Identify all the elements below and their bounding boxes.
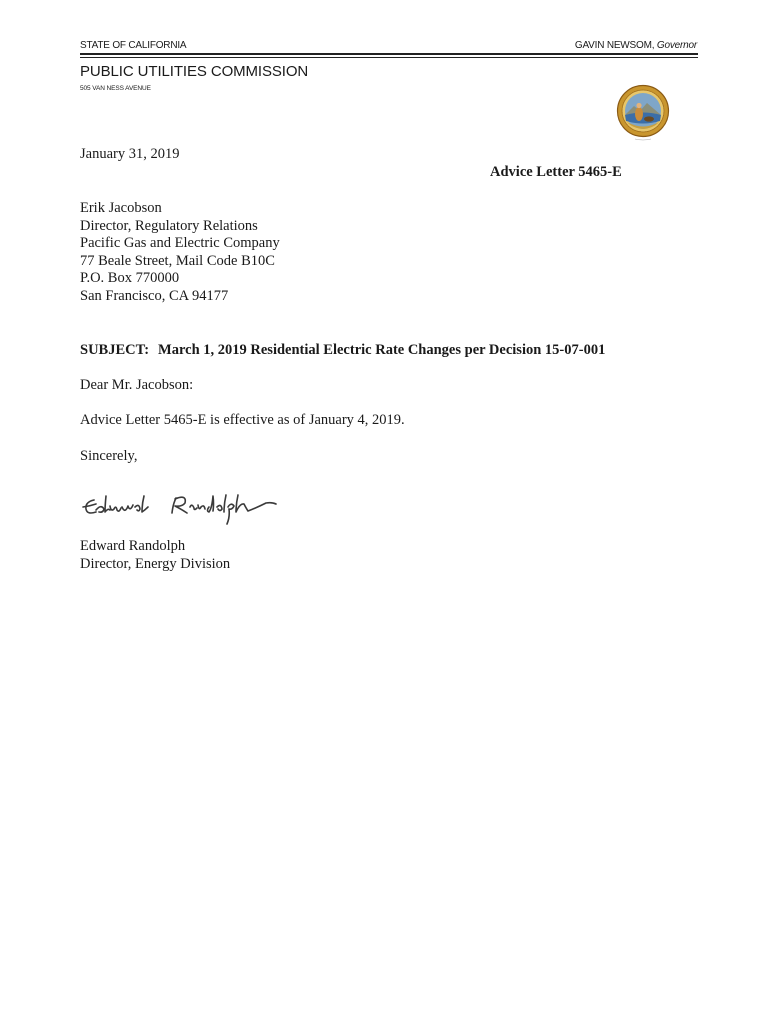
signer-block [80,538,230,573]
governor-name: GAVIN NEWSOM, [574,40,655,51]
subject-line [80,342,605,360]
recipient-address-block [80,200,280,305]
recipient-city: San Francisco, CA 94177 [80,287,229,304]
closing: Sincerely, [80,448,138,464]
recipient-street: 77 Beale Street, Mail Code B10C [80,252,275,269]
letter-date: January 31, 2019 [80,146,180,162]
recipient-title: Director, Regulatory Relations [80,217,258,234]
agency-address: 505 VAN NESS AVENUE [80,85,151,92]
state-name: STATE OF CALIFORNIA [80,40,187,51]
state-seal-icon [616,84,670,142]
subject-text: March 1, 2019 Residential Electric Rate Changes per Decision 15-07-001 [158,342,606,358]
signer-title: Director, Energy Division [80,555,231,572]
recipient-po-box: P.O. Box 770000 [80,270,180,286]
letterhead-top-line [80,40,697,54]
header-rule-thin [80,57,698,58]
governor-line [575,40,697,51]
recipient-company: Pacific Gas and Electric Company [80,235,280,251]
letter-body: Advice Letter 5465-E is effective as of January 4, 2019. [80,412,405,428]
agency-name: PUBLIC UTILITIES COMMISSION [80,63,309,80]
header-rule-thick [80,53,698,55]
governor-title: Governor [656,40,697,51]
signer-name: Edward Randolph [80,538,186,554]
recipient-name: Erik Jacobson [80,200,162,216]
subject-label: SUBJECT: [80,342,150,358]
advice-letter-reference: Advice Letter 5465-E [490,164,622,180]
salutation: Dear Mr. Jacobson: [80,377,194,393]
handwritten-signature [80,490,280,526]
